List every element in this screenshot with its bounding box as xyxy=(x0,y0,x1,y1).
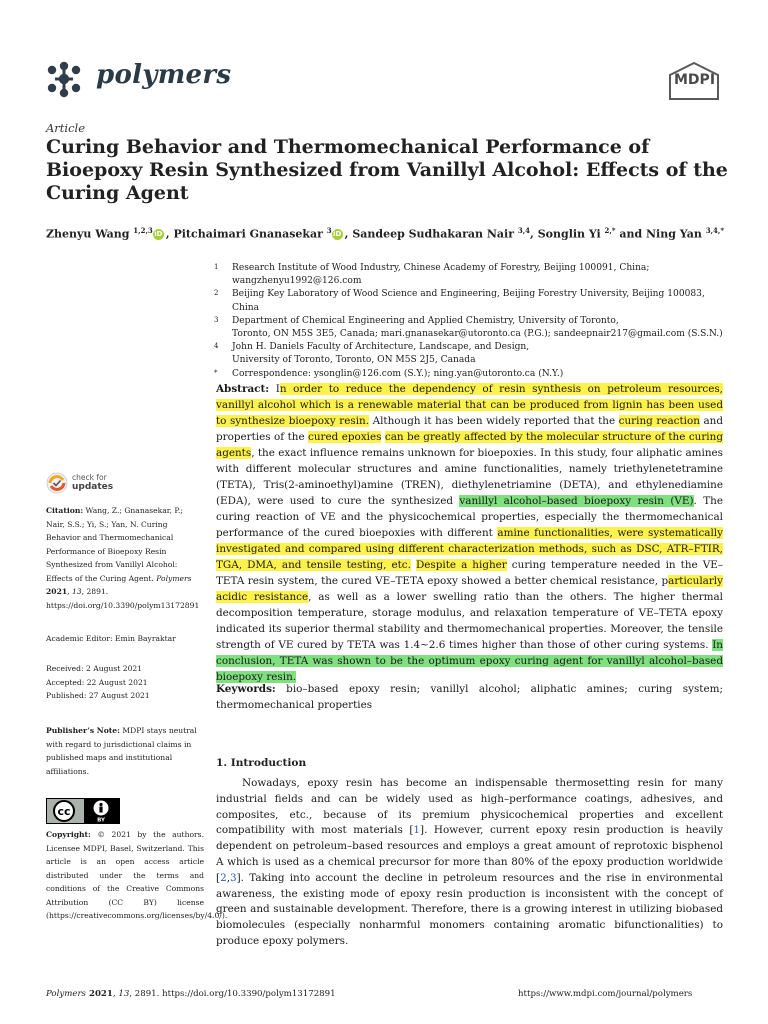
affiliation-number: 2 xyxy=(214,289,219,298)
keywords-label: Keywords: xyxy=(216,683,276,695)
affiliations xyxy=(214,262,726,381)
citation-link[interactable]: 2 xyxy=(220,871,227,884)
copyright-text: © 2021 by the authors. Licensee MDPI, Basel, Switzerland. This article is an open access article distributed under the terms and conditions of the Creative Commons Attribution (CC BY) license (https://creativecommons.org/licenses/by/4.0/). xyxy=(46,830,228,920)
date-received: Received: 2 August 2021 xyxy=(46,664,143,673)
author-separator: , xyxy=(165,227,174,241)
author-affiliation-marker: 1,2,3 xyxy=(133,226,153,235)
citation-link[interactable]: 3 xyxy=(230,871,237,884)
date-accepted: Accepted: 22 August 2021 xyxy=(46,677,148,687)
citation-journal: Polymers xyxy=(156,573,192,583)
section-heading: 1. Introduction xyxy=(216,757,307,769)
abstract-text: , the exact influence remains unknown for bioepoxies. In this study, four aliphatic amines with different molecular structures and amine functionalities, namely triethylenetetramine (TETA), Tris(2-aminoethyl)amine (TREN), diethylenetriamine (DETA), and ethylenediamine (EDA), were used to cure the synthesized xyxy=(216,447,723,507)
abstract-text: curing temperature needed in the VE–TETA resin system, the cured VE–TETA epoxy showed a better chemical resistance, p xyxy=(216,559,723,587)
highlight-yellow: cured epoxies xyxy=(308,431,382,443)
affiliation-item xyxy=(214,288,726,314)
affiliation-item xyxy=(214,315,726,341)
abstract-label: Abstract: xyxy=(216,383,270,395)
affiliation-number: 3 xyxy=(214,315,219,324)
footer-volume: 13 xyxy=(118,989,130,999)
check-updates-line2: updates xyxy=(72,482,114,492)
publisher-name: MDPI xyxy=(674,72,716,88)
footer-citation: Polymers 2021, 13, 2891. https://doi.org/10.3390/polym13172891 xyxy=(46,989,336,999)
date-published: Published: 27 August 2021 xyxy=(46,691,150,700)
abstract-text: , as well as a lower swelling ratio than the others. The higher thermal decomposition temperature, storage modulus, and relaxation temperature of VE–TETA epoxy indicated its superior thermal stability and thermomechanical properties. Moreover, the tensile strength of VE cured by TETA was 1.4~2.6 times higher than those of other curing systems. xyxy=(216,591,723,651)
affiliation-line: Correspondence: ysonglin@126.com (S.Y.); ning.yan@utoronto.ca (N.Y.) xyxy=(232,368,564,379)
highlight-yellow: articularly acidic resistance xyxy=(216,575,723,603)
highlight-yellow: curing reaction xyxy=(618,415,700,427)
author-affiliation-marker: 2,* xyxy=(604,226,616,235)
footer-doi[interactable]: , 2891. https://doi.org/10.3390/polym13172891 xyxy=(129,989,336,999)
highlight-yellow: n order to reduce the dependency of resin synthesis on petroleum resources, vanillyl alcohol which is a renewable material that can be produced from lignin has been used to synthesize bioepoxy resin. xyxy=(216,383,723,427)
affiliation-line: Research Institute of Wood Industry, Chinese Academy of Forestry, Beijing 100091, China; xyxy=(232,263,650,273)
copyright-label: Copyright: xyxy=(46,830,91,839)
author-name: Sandeep Sudhakaran Nair xyxy=(352,227,518,241)
citation-label: Citation: xyxy=(46,506,84,515)
citation-block: Citation: Wang, Z.; Gnanasekar, P.; Nair, S.S.; Yi, S.; Yan, N. Curing Behavior and Thermomechanical Performance of Bioepoxy Resin Synthesized from Vanillyl Alcohol: Effects of the Curing Agent. Polymers 2021, 13, 2891. https://doi.org/10.3390/polym13172891 xyxy=(46,506,200,610)
citation-year: 2021 xyxy=(46,587,68,596)
journal-name: polymers xyxy=(96,60,232,90)
check-updates-line1: check for xyxy=(72,473,107,482)
author-name: Songlin Yi xyxy=(537,227,605,241)
author-affiliation-marker: 3,4 xyxy=(517,226,531,235)
author-affiliation-marker: 3 xyxy=(326,226,332,235)
highlight-yellow: amine functionalities, were systematically investigated and compared using different characterization methods, such as DSC, ATR–FTIR, TGA, DMA, and tensile testing, etc. xyxy=(216,527,723,571)
affiliation-line: University of Toronto, Toronto, ON M5S 2J5, Canada xyxy=(232,355,476,366)
article-type: Article xyxy=(46,121,86,135)
author-separator: , xyxy=(344,227,353,241)
publication-dates xyxy=(46,662,204,703)
cc-by-license-icon[interactable] xyxy=(46,798,120,824)
check-updates-icon xyxy=(46,472,68,494)
affiliation-number: * xyxy=(214,368,218,377)
highlight-green: In conclusion, TETA was shown to be the optimum epoxy curing agent for vanillyl alcohol–based bioepoxy resin. xyxy=(216,639,723,683)
citation-link[interactable]: 1 xyxy=(413,824,421,837)
cc-label: cc xyxy=(57,805,71,818)
publisher-note-label: Publisher’s Note: xyxy=(46,726,120,735)
abstract-body xyxy=(216,383,723,683)
intro-text: ]. However, current epoxy resin production is heavily dependent on petroleum–based resources and employs a great amount of reprotoxic bisphenol A which is used as a chemical precursor for more than 80% of the epoxy production worldwide [ xyxy=(216,824,723,884)
footer-journal: Polymers xyxy=(46,989,86,999)
affiliation-line: wangzhenyu1992@126.com xyxy=(232,276,362,287)
affiliation-item xyxy=(214,368,726,381)
check-for-updates-button[interactable] xyxy=(46,472,166,496)
author-separator: , xyxy=(530,227,538,241)
highlight-green: vanillyl alcohol–based bioepoxy resin (VE) xyxy=(459,495,694,507)
by-label: BY xyxy=(97,817,105,824)
author-name: Zhenyu Wang xyxy=(46,227,134,241)
intro-text: Nowadays, epoxy resin has become an indispensable thermosetting resin for many industrial fields and can be widely used as high–performance coatings, adhesives, and composites, etc., because of its premium physicochemical properties and excellent compatibility with most materials [ xyxy=(216,777,723,837)
polymers-logo-icon xyxy=(44,60,84,100)
publisher-note xyxy=(46,724,204,778)
citation-volume: 13 xyxy=(71,587,82,596)
introduction-paragraph xyxy=(216,776,723,950)
footer-journal-url[interactable]: https://www.mdpi.com/journal/polymers xyxy=(518,989,693,999)
publisher-note-text: MDPI stays neutral with regard to jurisdictional claims in published maps and institutional affiliations. xyxy=(46,726,197,776)
abstract-text: I xyxy=(269,383,280,395)
affiliation-line: Department of Chemical Engineering and Applied Chemistry, University of Toronto, xyxy=(232,315,619,326)
author-name: Pitchaimari Gnanasekar xyxy=(173,227,327,241)
affiliation-item xyxy=(214,262,726,288)
orcid-icon[interactable]: iD xyxy=(333,230,342,239)
abstract-text: Although it has been widely reported that the xyxy=(369,415,619,427)
abstract-text: and properties of the xyxy=(216,415,723,443)
author-affiliation-marker: 3,4,* xyxy=(705,226,724,235)
affiliation-line: Beijing Key Laboratory of Wood Science and Engineering, Beijing Forestry University, Beijing 100083, China xyxy=(232,289,705,313)
highlight-yellow: Despite a higher xyxy=(415,559,507,571)
footer-year: 2021 xyxy=(85,989,113,999)
abstract-text: . The curing reaction of VE and the physicochemical properties, especially the thermomechanical performance of the cured bioepoxies with different xyxy=(216,495,723,539)
abstract xyxy=(216,381,723,685)
copyright-block xyxy=(46,828,228,923)
affiliation-line: Toronto, ON M5S 3E5, Canada; mari.gnanasekar@utoronto.ca (P.G.); sandeepnair217@gmail.com (S.S.N.) xyxy=(232,329,723,340)
author-separator: and xyxy=(615,227,646,241)
academic-editor: Academic Editor: Emin Bayraktar xyxy=(46,634,176,643)
affiliation-number: 1 xyxy=(214,263,219,271)
citation-text: Wang, Z.; Gnanasekar, P.; Nair, S.S.; Yi, S.; Yan, N. Curing Behavior and Thermomechanical Performance of Bioepoxy Resin Synthesized from Vanillyl Alcohol: Effects of the Curing Agent. xyxy=(46,506,183,583)
author-list xyxy=(46,226,736,241)
article-title: Curing Behavior and Thermomechanical Performance of Bioepoxy Resin Synthesized from Vanillyl Alcohol: Effects of the Curing Agent xyxy=(46,136,728,204)
keywords xyxy=(216,681,723,713)
orcid-icon[interactable]: iD xyxy=(154,230,163,239)
affiliation-item xyxy=(214,341,726,367)
intro-text: , xyxy=(226,871,230,884)
affiliation-number: 4 xyxy=(214,342,219,351)
keywords-text: bio–based epoxy resin; vanillyl alcohol; aliphatic amines; curing system; thermomechanical properties xyxy=(216,683,723,711)
highlight-yellow: can be greatly affected by the molecular structure of the curing agents xyxy=(216,431,723,459)
intro-text: ]. Taking into account the decline in petroleum resources and the rise in environmental awareness, the existing mode of epoxy resin production is inconsistent with the concept of green and sustainable development. Therefore, there is a growing interest in utilizing biobased biomolecules (especially nonharmful monomers containing aromatic bifunctionalities) to produce epoxy polymers. xyxy=(216,871,723,947)
affiliation-line: John H. Daniels Faculty of Architecture, Landscape, and Design, xyxy=(232,342,530,353)
citation-doi[interactable]: , 2891. https://doi.org/10.3390/polym13172891 xyxy=(46,587,200,610)
author-name: Ning Yan xyxy=(646,227,706,241)
